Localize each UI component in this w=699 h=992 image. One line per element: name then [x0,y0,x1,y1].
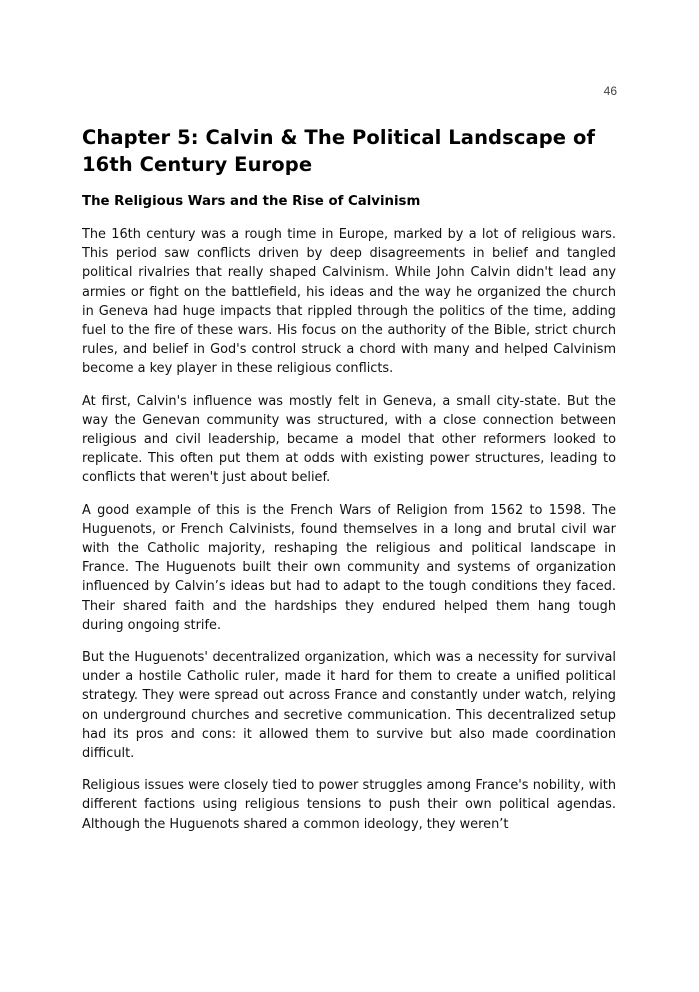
paragraph: A good example of this is the French Wars of Religion from 1562 to 1598. The Huguenots, or French Calvinists, found themselves in a long and brutal civil war with the Catholic majority, reshaping the religious and political landscape in France. The Huguenots built their own community and systems of organization influenced by Calvin’s ideas but had to adapt to the tough conditions they faced. Their shared faith and the hardships they endured helped them hang tough during ongoing strife. [82,502,616,633]
chapter-title: Chapter 5: Calvin & The Political Landscape of 16th Century Europe [82,126,596,176]
paragraph: At first, Calvin's influence was mostly felt in Geneva, a small city-state. But the way the Genevan community was structured, with a close connection between religious and civil leadership, became a model that other reformers looked to replicate. This often put them at odds with existing power structures, leading to conflicts that weren't just about belief. [82,393,616,486]
section-heading: The Religious Wars and the Rise of Calvinism [82,194,421,209]
paragraph: But the Huguenots' decentralized organization, which was a necessity for survival under a hostile Catholic ruler, made it hard for them to create a unified political strategy. They were spread out across France and constantly under watch, relying on underground churches and secretive communication. This decentralized setup had its pros and cons: it allowed them to survive but also made coordination difficult. [82,650,616,762]
page-number: 46 [603,84,617,98]
page-content [82,124,616,834]
paragraph: Religious issues were closely tied to power struggles among France's nobility, with different factions using religious tensions to push their own political agendas. Although the Huguenots shared a common ideology, they weren’t [82,778,616,832]
paragraph: The 16th century was a rough time in Europe, marked by a lot of religious wars. This period saw conflicts driven by deep disagreements in belief and tangled political rivalries that really shaped Calvinism. While John Calvin didn't lead any armies or fight on the battlefield, his ideas and the way he organized the church in Geneva had huge impacts that rippled through the politics of the time, adding fuel to the fire of these wars. His focus on the authority of the Bible, strict church rules, and belief in God's control struck a chord with many and helped Calvinism become a key player in these religious conflicts. [82,227,616,377]
